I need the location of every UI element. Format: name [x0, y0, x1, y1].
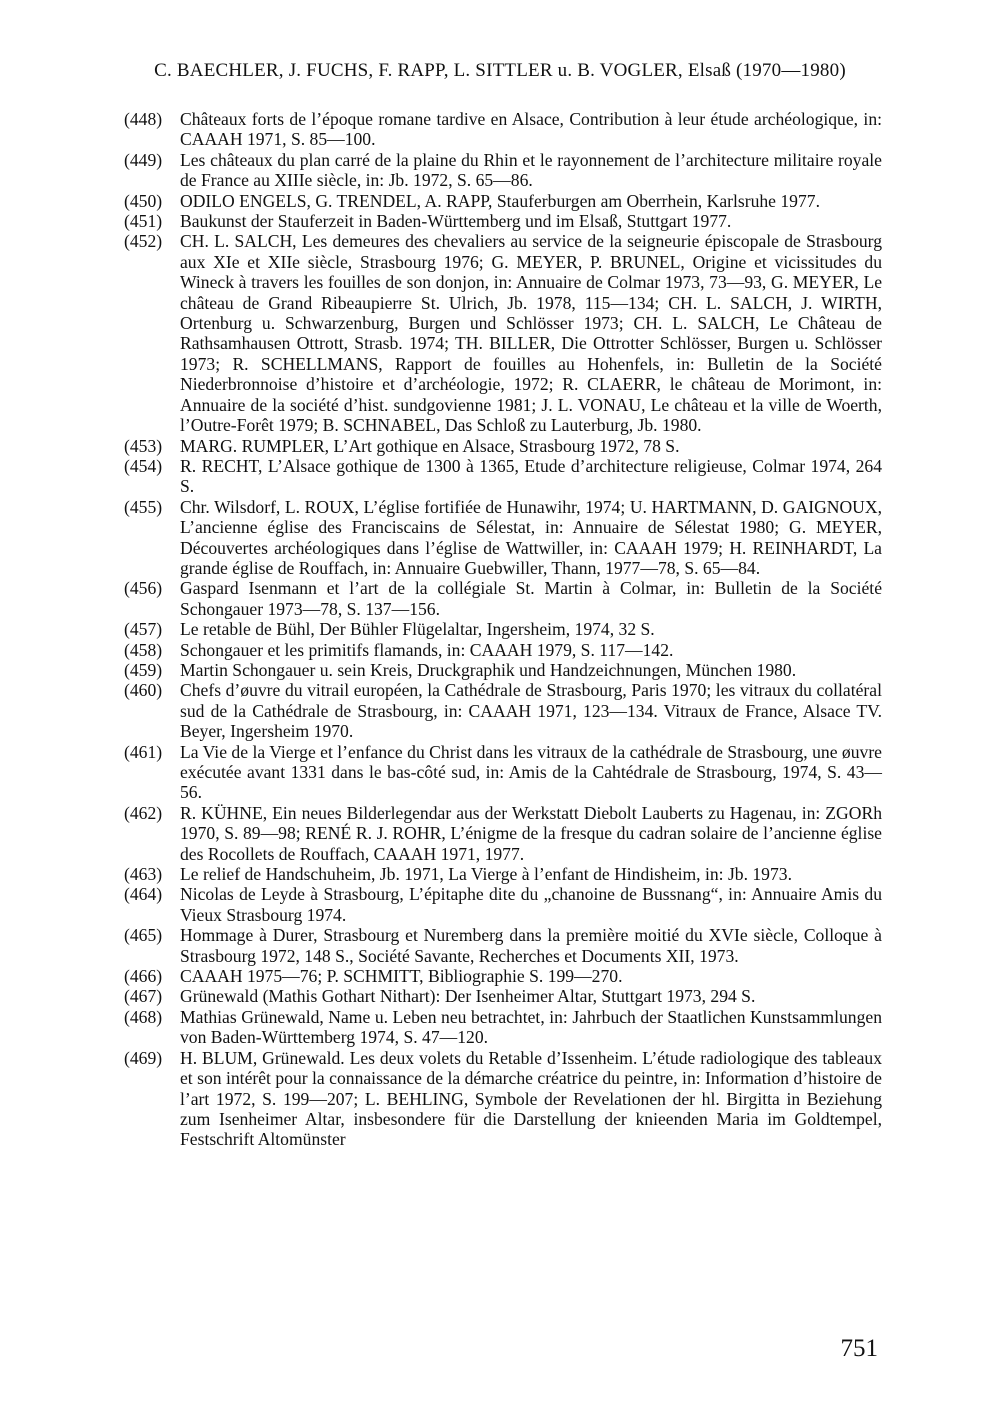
entry-number: (448)	[124, 109, 163, 129]
bibliography-entry	[124, 231, 882, 435]
bibliography-entry	[124, 884, 882, 925]
bibliography-entry	[124, 456, 882, 497]
entry-number: (469)	[124, 1047, 163, 1068]
entry-text: H. BLUM, Grünewald. Les deux volets du Retable d’Issenheim. L’étude radiologique des tableaux et son intérêt pour la connaissance de la démarche créatrice du peintre, in: Information d’histoire de l’art 1972, S. 199—207; L. BEHLING, Symbole der Revelationen der hl. Birgitta in Beziehung zum Isenheimer Altar, insbesondere für die Darstellung der knieenden Maria im Goldtempel, Festschrift Altomünster	[180, 1047, 882, 1150]
entry-number: (457)	[124, 619, 163, 640]
entry-number: (462)	[124, 802, 163, 823]
bibliography-entry	[124, 578, 882, 619]
entry-text: Martin Schongauer u. sein Kreis, Druckgraphik und Handzeichnungen, München 1980.	[180, 659, 797, 680]
entry-text: ODILO ENGELS, G. TRENDEL, A. RAPP, Stauferburgen am Oberrhein, Karlsruhe 1977.	[180, 190, 820, 211]
entry-text: Châteaux forts de l’époque romane tardive en Alsace, Contribution à leur étude archéologique, in: CAAAH 1971, S. 85—100.	[180, 109, 882, 150]
entry-text: Le retable de Bühl, Der Bühler Flügelaltar, Ingersheim, 1974, 32 S.	[180, 619, 655, 640]
bibliography-entry	[124, 966, 882, 986]
entry-number: (467)	[124, 986, 163, 1007]
entry-number: (465)	[124, 925, 163, 946]
entry-number: (453)	[124, 435, 163, 456]
entry-text: Schongauer et les primitifs flamands, in: CAAAH 1979, S. 117—142.	[180, 639, 674, 660]
entry-text: Grünewald (Mathis Gothart Nithart): Der Isenheimer Altar, Stuttgart 1973, 294 S.	[180, 986, 756, 1007]
entry-number: (461)	[124, 741, 163, 762]
bibliography-entry	[124, 803, 882, 864]
entry-text: R. KÜHNE, Ein neues Bilderlegendar aus der Werkstatt Diebolt Lauberts zu Hagenau, in: ZGORh 1970, S. 89—98; RENÉ R. J. ROHR, L’énigme de la fresque du cadran solaire de l’ancienne église des Rocollets de Rouffach, CAAAH 1971, 1977.	[180, 802, 882, 864]
entry-text: CH. L. SALCH, Les demeures des chevaliers au service de la seigneurie épiscopale de Strasbourg aux XIe et XIIe siècle, Strasbourg 1976; G. MEYER, P. BRUNEL, Origine et vicissitudes du Wineck à travers les fouilles de son donjon, in: Annuaire de Colmar 1973, 73—93, G. MEYER, Le château de Grand Ribeaupierre St. Ulrich, Jb. 1978, 115—134; CH. L. SALCH, J. WIRTH, Ortenburg u. Schwarzenburg, Burgen und Schlösser 1973; CH. L. SALCH, Le Château de Rathsamhausen Ottrott, Strasb. 1974; TH. BILLER, Die Ottrotter Schlösser, Burgen u. Schlösser 1973; R. SCHELLMANS, Rapport de fouilles au Hohenfels, in: Bulletin de la Société Niederbronnoise d’histoire et d’archéologie, 1972; R. CLAERR, le château de Morimont, in: Annuaire de la société d’hist. sundgovienne 1981; J. L. VONAU, Le château et la ville de Woerth, l’Outre-Forêt 1979; B. SCHNABEL, Das Schloß zu Lauterburg, Jb. 1980.	[180, 231, 882, 436]
bibliography-list	[124, 109, 882, 1150]
entry-number: (466)	[124, 966, 163, 987]
page-number: 751	[840, 1335, 878, 1362]
entry-number: (452)	[124, 231, 163, 252]
entry-number: (463)	[124, 864, 163, 885]
entry-number: (449)	[124, 149, 163, 170]
entry-text: Baukunst der Stauferzeit in Baden-Württemberg und im Elsaß, Stuttgart 1977.	[180, 211, 732, 232]
bibliography-entry	[124, 986, 882, 1006]
bibliography-entry	[124, 211, 882, 231]
entry-text: La Vie de la Vierge et l’enfance du Christ dans les vitraux de la cathédrale de Strasbourg, une øuvre exécutée avant 1331 dans le bas-côté sud, in: Amis de la Cahtédrale de Strasbourg, 1974, S. 43—56.	[180, 741, 882, 803]
entry-number: (450)	[124, 190, 163, 211]
bibliography-entry	[124, 1048, 882, 1150]
bibliography-entry	[124, 191, 882, 211]
entry-number: (460)	[124, 680, 163, 701]
entry-text: MARG. RUMPLER, L’Art gothique en Alsace, Strasbourg 1972, 78 S.	[180, 435, 680, 456]
entry-text: Les châteaux du plan carré de la plaine du Rhin et le rayonnement de l’architecture militaire royale de France au XIIIe siècle, in: Jb. 1972, S. 65—86.	[180, 149, 882, 191]
bibliography-entry	[124, 109, 882, 150]
entry-number: (455)	[124, 496, 163, 517]
bibliography-entry	[124, 864, 882, 884]
entry-text: Chr. Wilsdorf, L. ROUX, L’église fortifiée de Hunawihr, 1974; U. HARTMANN, D. GAIGNOUX, L’ancienne église des Franciscains de Sélestat, in: Annuaire de Sélestat 1980; G. MEYER, Découvertes archéologiques dans l’église de Wattwiller, in: CAAAH 1979; H. REINHARDT, La grande église de Rouffach, in: Annuaire Guebwiller, Thann, 1977—78, S. 65—84.	[180, 496, 882, 578]
bibliography-entry	[124, 742, 882, 803]
bibliography-entry	[124, 925, 882, 966]
bibliography-entry	[124, 660, 882, 680]
bibliography-entry	[124, 619, 882, 639]
entry-number: (456)	[124, 578, 163, 599]
bibliography-entry	[124, 680, 882, 741]
running-head: C. BAECHLER, J. FUCHS, F. RAPP, L. SITTLER u. B. VOGLER, Elsaß (1970—1980)	[154, 60, 846, 81]
bibliography-entry	[124, 497, 882, 579]
entry-text: Mathias Grünewald, Name u. Leben neu betrachtet, in: Jahrbuch der Staatlichen Kunstsammlungen von Baden-Württemberg 1974, S. 47—120.	[180, 1006, 882, 1048]
entry-text: Gaspard Isenmann et l’art de la collégiale St. Martin à Colmar, in: Bulletin de la Société Schongauer 1973—78, S. 137—156.	[180, 578, 882, 619]
bibliography-entry	[124, 150, 882, 191]
bibliography-entry	[124, 436, 882, 456]
entry-text: CAAAH 1975—76; P. SCHMITT, Bibliographie S. 199—270.	[180, 966, 623, 987]
entry-text: Hommage à Durer, Strasbourg et Nuremberg dans la première moitié du XVIe siècle, Colloque à Strasbourg 1972, 148 S., Société Savante, Recherches et Documents XII, 1973.	[180, 925, 882, 966]
entry-number: (458)	[124, 639, 163, 660]
entry-number: (459)	[124, 659, 163, 680]
entry-number: (468)	[124, 1006, 163, 1027]
entry-number: (454)	[124, 455, 163, 476]
entry-number: (464)	[124, 884, 163, 905]
bibliography-entry	[124, 640, 882, 660]
entry-text: R. RECHT, L’Alsace gothique de 1300 à 1365, Etude d’architecture religieuse, Colmar 1974, 264 S.	[180, 455, 882, 497]
bibliography-entry	[124, 1007, 882, 1048]
entry-text: Le relief de Handschuheim, Jb. 1971, La Vierge à l’enfant de Hindisheim, in: Jb. 1973.	[180, 864, 792, 885]
entry-number: (451)	[124, 211, 163, 232]
entry-text: Chefs d’øuvre du vitrail européen, la Cathédrale de Strasbourg, Paris 1970; les vitraux du collatéral sud de la Cathédrale de Strasbourg, in: CAAAH 1971, 123—134. Vitraux de France, Alsace TV. Beyer, Ingersheim 1970.	[180, 680, 882, 742]
entry-text: Nicolas de Leyde à Strasbourg, L’épitaphe dite du „chanoine de Bussnang“, in: Annuaire Amis du Vieux Strasbourg 1974.	[180, 884, 882, 925]
